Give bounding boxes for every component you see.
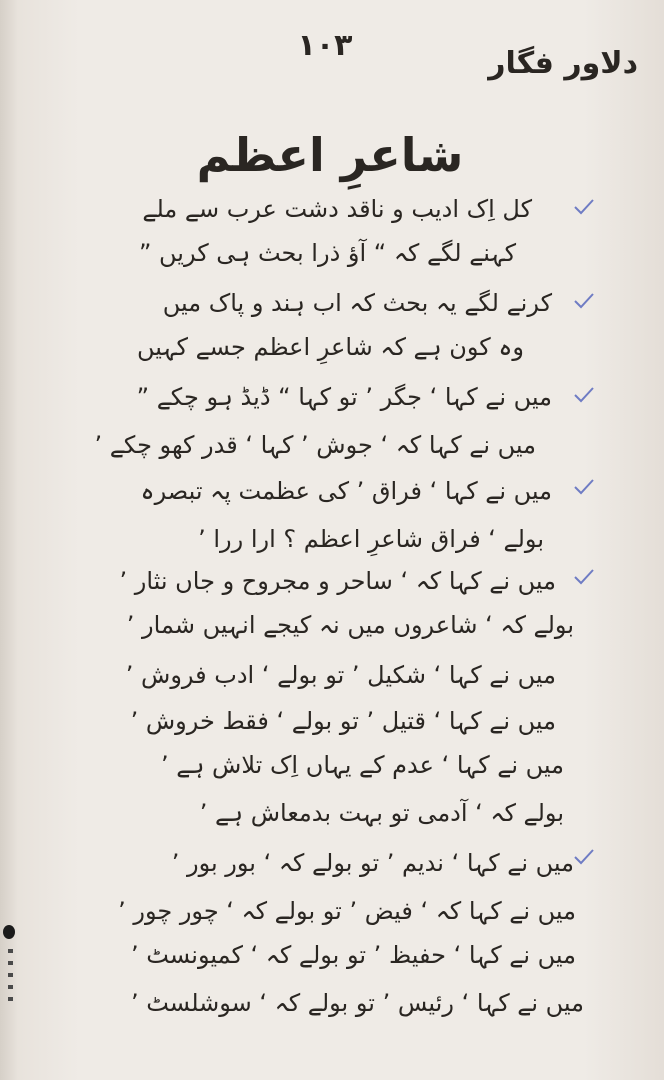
check-mark-icon: [573, 198, 595, 216]
verse-line: میں نے کہا ‘ عدم کے یہاں اِک تلاش ہے ’: [161, 751, 564, 779]
check-mark-icon: [573, 386, 595, 404]
check-mark-icon: [573, 568, 595, 586]
verse-line: کل اِک ادیب و ناقد دشت عرب سے ملے: [142, 195, 532, 223]
verse-line: میں نے کہا کہ ‘ ساحر و مجروح و جاں نثار ’: [119, 567, 556, 595]
poem-title: شاعرِ اعظم: [196, 128, 464, 182]
verse-line: وہ کون ہے کہ شاعرِ اعظم جسے کہیں: [136, 333, 524, 361]
verse-line: میں نے کہا کہ ‘ فیض ’ تو بولے کہ ‘ چور چور ’: [118, 897, 576, 925]
verse-line: میں نے کہا ‘ رئیس ’ تو بولے کہ ‘ سوشلسٹ ’: [130, 989, 584, 1017]
verse-line: میں نے کہا ‘ قتیل ’ تو بولے ‘ فقط خروش ’: [130, 707, 556, 735]
verse-line: میں نے کہا کہ ‘ جوش ’ کہا ‘ قدر کھو چکے ’: [94, 431, 536, 459]
verse-line: میں نے کہا ‘ ندیم ’ تو بولے کہ ‘ بور بور ’: [171, 849, 574, 877]
verse-line: میں نے کہا ‘ فراق ’ کی عظمت پہ تبصرہ: [140, 477, 552, 505]
check-mark-icon: [573, 848, 595, 866]
page-spine-shadow: [0, 0, 18, 1080]
verse-line: کہنے لگے کہ “ آؤ ذرا بحث ہی کریں ”: [138, 239, 516, 267]
verse-line: کرنے لگے یہ بحث کہ اب ہند و پاک میں: [162, 289, 552, 317]
page-number: ۱۰۳: [297, 28, 353, 63]
verse-line: بولے کہ ‘ آدمی تو بہت بدمعاش ہے ’: [199, 799, 564, 827]
verse-line: میں نے کہا ‘ حفیظ ’ تو بولے کہ ‘ کمیونسٹ ’: [131, 941, 576, 969]
verse-line: بولے ‘ فراق شاعرِ اعظم ؟ ارا ررا ’: [198, 525, 544, 553]
verse-line: میں نے کہا ‘ شکیل ’ تو بولے ‘ ادب فروش ’: [125, 661, 556, 689]
check-mark-icon: [573, 292, 595, 310]
verse-line: میں نے کہا ‘ جگر ’ تو کہا “ ڈیڈ ہو چکے ”: [136, 383, 552, 411]
running-head: دلاور فگار: [488, 46, 638, 81]
verse-line: بولے کہ ‘ شاعروں میں نہ کیجے انہیں شمار ’: [126, 611, 574, 639]
binding-thread-mark: [2, 925, 18, 1005]
check-mark-icon: [573, 478, 595, 496]
